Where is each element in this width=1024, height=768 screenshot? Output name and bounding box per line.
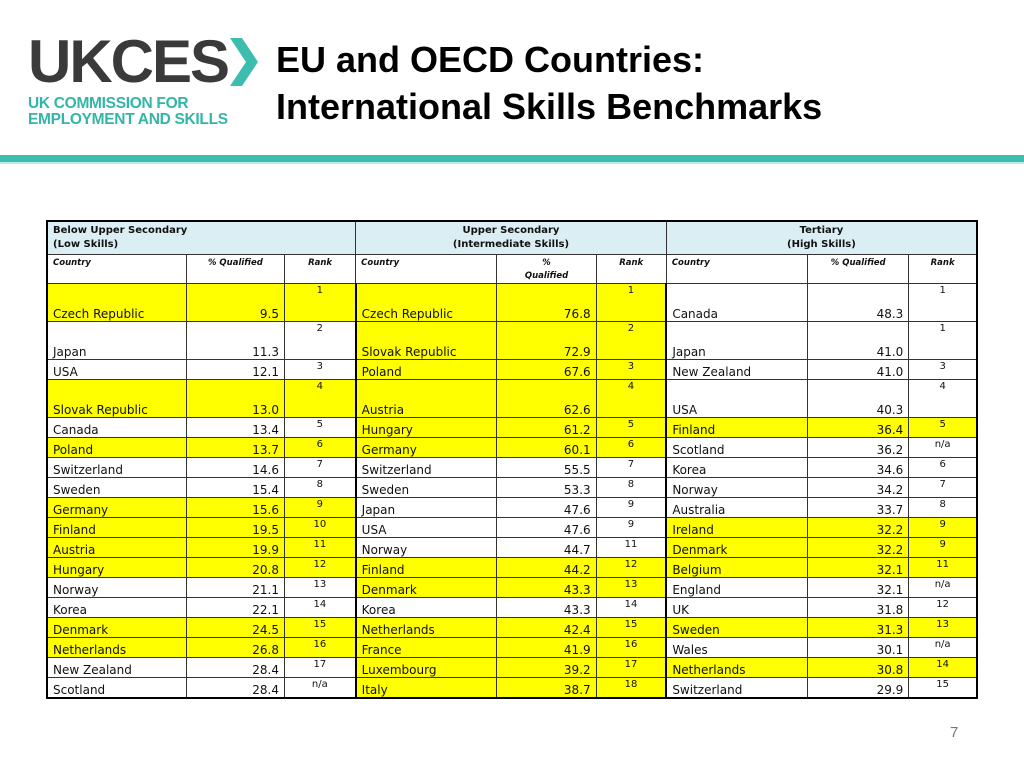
qualified-cell-low: 12.1 [186,360,284,380]
table-row [47,322,977,360]
qualified-cell-high: 41.0 [808,360,909,380]
rank-cell-mid: 7 [596,458,666,478]
table-row [47,658,977,678]
country-cell-mid: Finland [356,558,497,578]
rank-cell-high: 9 [909,518,977,538]
country-cell-low: Canada [47,418,186,438]
rank-cell-mid: 13 [596,578,666,598]
rank-cell-high: 1 [909,284,977,322]
rank-cell-low: 7 [284,458,355,478]
rank-cell-low: 12 [284,558,355,578]
qualified-cell-low: 19.9 [186,538,284,558]
qualified-cell-high: 32.2 [808,518,909,538]
rank-cell-high: 1 [909,322,977,360]
table-row [47,380,977,418]
qualified-cell-low: 28.4 [186,678,284,699]
rank-cell-low: 2 [284,322,355,360]
col-country-low: Country [47,255,186,284]
qualified-cell-mid: 38.7 [497,678,596,699]
qualified-cell-mid: 43.3 [497,578,596,598]
country-cell-low: Finland [47,518,186,538]
country-cell-low: Korea [47,598,186,618]
logo-subtitle-line1: UK COMMISSION FOR [28,95,189,112]
table-row [47,360,977,380]
country-cell-low: New Zealand [47,658,186,678]
qualified-cell-mid: 43.3 [497,598,596,618]
qualified-cell-low: 20.8 [186,558,284,578]
country-cell-high: Netherlands [666,658,807,678]
rank-cell-mid: 11 [596,538,666,558]
rank-cell-high: n/a [909,578,977,598]
rank-cell-low: 6 [284,438,355,458]
rank-cell-high: 14 [909,658,977,678]
qualified-cell-mid: 44.7 [497,538,596,558]
qualified-cell-high: 40.3 [808,380,909,418]
qualified-cell-mid: 42.4 [497,618,596,638]
group-low-line1: Below Upper Secondary [53,225,188,236]
country-cell-high: Japan [666,322,807,360]
qualified-cell-mid: 72.9 [497,322,596,360]
rank-cell-high: 5 [909,418,977,438]
col-qualified-mid [497,255,596,284]
country-cell-high: Norway [666,478,807,498]
rank-cell-mid: 18 [596,678,666,699]
column-header-row [47,255,977,284]
qualified-cell-high: 32.1 [808,558,909,578]
country-cell-high: England [666,578,807,598]
rank-cell-low: 16 [284,638,355,658]
country-cell-mid: France [356,638,497,658]
rank-cell-mid: 14 [596,598,666,618]
qualified-cell-mid: 44.2 [497,558,596,578]
rank-cell-low: 15 [284,618,355,638]
country-cell-low: Norway [47,578,186,598]
rank-cell-mid: 15 [596,618,666,638]
qualified-cell-mid: 53.3 [497,478,596,498]
qualified-cell-high: 33.7 [808,498,909,518]
table-row [47,478,977,498]
table-row [47,498,977,518]
country-cell-low: Denmark [47,618,186,638]
country-cell-high: New Zealand [666,360,807,380]
rank-cell-mid: 6 [596,438,666,458]
slide-title-line1: EU and OECD Countries: [276,39,705,80]
table-body [47,284,977,699]
qualified-cell-high: 48.3 [808,284,909,322]
rank-cell-high: 9 [909,538,977,558]
table-row [47,418,977,438]
table-row [47,518,977,538]
group-high-line1: Tertiary [799,225,844,236]
country-cell-low: Japan [47,322,186,360]
logo-mark [28,28,258,95]
qualified-cell-high: 30.8 [808,658,909,678]
rank-cell-high: 6 [909,458,977,478]
group-low-line2: (Low Skills) [53,239,119,250]
rank-cell-high: 3 [909,360,977,380]
qualified-cell-mid: 39.2 [497,658,596,678]
qualified-cell-low: 11.3 [186,322,284,360]
country-cell-mid: Denmark [356,578,497,598]
rank-cell-mid: 17 [596,658,666,678]
group-mid-line2: (Intermediate Skills) [452,239,570,250]
qualified-cell-high: 34.6 [808,458,909,478]
country-cell-mid: Luxembourg [356,658,497,678]
table-row [47,538,977,558]
table-row [47,678,977,699]
qualified-cell-mid: 41.9 [497,638,596,658]
rank-cell-high: 12 [909,598,977,618]
rank-cell-high: n/a [909,438,977,458]
rank-cell-high: 7 [909,478,977,498]
country-cell-high: UK [666,598,807,618]
qualified-cell-low: 21.1 [186,578,284,598]
qualified-cell-mid: 47.6 [497,498,596,518]
country-cell-low: Scotland [47,678,186,699]
rank-cell-mid: 16 [596,638,666,658]
col-rank-mid: Rank [596,255,666,284]
rank-cell-mid: 3 [596,360,666,380]
qualified-cell-low: 15.4 [186,478,284,498]
table-row [47,284,977,322]
logo-wordmark: UKCES [28,28,229,95]
col-rank-high: Rank [909,255,977,284]
country-cell-low: Czech Republic [47,284,186,322]
qualified-cell-mid: 62.6 [497,380,596,418]
country-cell-mid: Switzerland [356,458,497,478]
country-cell-mid: Netherlands [356,618,497,638]
group-mid-line1: Upper Secondary [462,225,560,236]
qualified-cell-mid: 60.1 [497,438,596,458]
qualified-cell-low: 13.0 [186,380,284,418]
qualified-cell-low: 15.6 [186,498,284,518]
qualified-cell-high: 30.1 [808,638,909,658]
country-cell-mid: Poland [356,360,497,380]
logo-subtitle-line2: EMPLOYMENT AND SKILLS [28,111,228,128]
qualified-cell-low: 26.8 [186,638,284,658]
qualified-cell-mid: 76.8 [497,284,596,322]
rank-cell-low: 9 [284,498,355,518]
table-row [47,458,977,478]
rank-cell-mid: 12 [596,558,666,578]
country-cell-high: Finland [666,418,807,438]
rank-cell-mid: 9 [596,498,666,518]
rank-cell-high: 8 [909,498,977,518]
qualified-cell-high: 32.2 [808,538,909,558]
country-cell-high: Belgium [666,558,807,578]
skills-benchmark-table [46,220,978,699]
country-cell-low: Switzerland [47,458,186,478]
qualified-cell-high: 36.4 [808,418,909,438]
country-cell-mid: Slovak Republic [356,322,497,360]
qualified-cell-low: 28.4 [186,658,284,678]
country-cell-low: USA [47,360,186,380]
chevron-right-icon [230,38,258,86]
country-cell-high: Sweden [666,618,807,638]
header-divider [0,155,1024,162]
rank-cell-high: 13 [909,618,977,638]
col-qualified-low: % Qualified [186,255,284,284]
table-row [47,618,977,638]
qualified-cell-mid: 61.2 [497,418,596,438]
rank-cell-mid: 1 [596,284,666,322]
rank-cell-low: 8 [284,478,355,498]
rank-cell-low: 1 [284,284,355,322]
country-cell-mid: Norway [356,538,497,558]
slide-title [276,36,976,130]
country-cell-low: Netherlands [47,638,186,658]
country-cell-high: Canada [666,284,807,322]
group-low-skills [47,221,356,255]
group-intermediate-skills [356,221,667,255]
table-row [47,638,977,658]
rank-cell-low: 14 [284,598,355,618]
country-cell-low: Austria [47,538,186,558]
group-high-skills [666,221,977,255]
country-cell-low: Hungary [47,558,186,578]
rank-cell-low: 3 [284,360,355,380]
rank-cell-high: 15 [909,678,977,699]
qualified-cell-high: 32.1 [808,578,909,598]
table-row [47,438,977,458]
rank-cell-mid: 9 [596,518,666,538]
col-rank-low: Rank [284,255,355,284]
rank-cell-low: n/a [284,678,355,699]
qualified-cell-high: 31.3 [808,618,909,638]
table-row [47,558,977,578]
country-cell-high: Wales [666,638,807,658]
group-high-line2: (High Skills) [787,239,856,250]
group-header-row [47,221,977,255]
page-number: 7 [950,724,959,741]
country-cell-mid: Sweden [356,478,497,498]
country-cell-mid: Hungary [356,418,497,438]
col-country-mid: Country [356,255,497,284]
rank-cell-low: 17 [284,658,355,678]
col-qualified-mid-line2: Qualified [524,271,569,281]
country-cell-low: Poland [47,438,186,458]
qualified-cell-mid: 47.6 [497,518,596,538]
col-country-high: Country [666,255,807,284]
qualified-cell-low: 24.5 [186,618,284,638]
country-cell-mid: USA [356,518,497,538]
country-cell-low: Sweden [47,478,186,498]
rank-cell-mid: 4 [596,380,666,418]
qualified-cell-low: 9.5 [186,284,284,322]
logo-subtitle [28,96,258,128]
country-cell-high: Ireland [666,518,807,538]
country-cell-high: Korea [666,458,807,478]
country-cell-high: Australia [666,498,807,518]
rank-cell-low: 5 [284,418,355,438]
qualified-cell-high: 34.2 [808,478,909,498]
header-divider-shadow [0,162,1024,164]
qualified-cell-mid: 67.6 [497,360,596,380]
qualified-cell-low: 14.6 [186,458,284,478]
qualified-cell-high: 41.0 [808,322,909,360]
country-cell-high: Switzerland [666,678,807,699]
table-row [47,578,977,598]
rank-cell-low: 10 [284,518,355,538]
qualified-cell-high: 36.2 [808,438,909,458]
country-cell-mid: Japan [356,498,497,518]
rank-cell-mid: 5 [596,418,666,438]
rank-cell-mid: 8 [596,478,666,498]
qualified-cell-low: 13.7 [186,438,284,458]
col-qualified-mid-line1: % [542,258,551,268]
qualified-cell-low: 19.5 [186,518,284,538]
qualified-cell-low: 22.1 [186,598,284,618]
table-row [47,598,977,618]
qualified-cell-high: 29.9 [808,678,909,699]
country-cell-mid: Czech Republic [356,284,497,322]
country-cell-low: Slovak Republic [47,380,186,418]
rank-cell-high: n/a [909,638,977,658]
rank-cell-low: 4 [284,380,355,418]
country-cell-low: Germany [47,498,186,518]
country-cell-mid: Korea [356,598,497,618]
qualified-cell-high: 31.8 [808,598,909,618]
rank-cell-high: 4 [909,380,977,418]
qualified-cell-low: 13.4 [186,418,284,438]
qualified-cell-mid: 55.5 [497,458,596,478]
country-cell-high: USA [666,380,807,418]
rank-cell-mid: 2 [596,322,666,360]
country-cell-mid: Austria [356,380,497,418]
rank-cell-high: 11 [909,558,977,578]
rank-cell-low: 13 [284,578,355,598]
country-cell-high: Denmark [666,538,807,558]
country-cell-mid: Italy [356,678,497,699]
rank-cell-low: 11 [284,538,355,558]
country-cell-mid: Germany [356,438,497,458]
col-qualified-high: % Qualified [808,255,909,284]
country-cell-high: Scotland [666,438,807,458]
slide-title-line2: International Skills Benchmarks [276,86,823,127]
ukces-logo [28,28,258,134]
